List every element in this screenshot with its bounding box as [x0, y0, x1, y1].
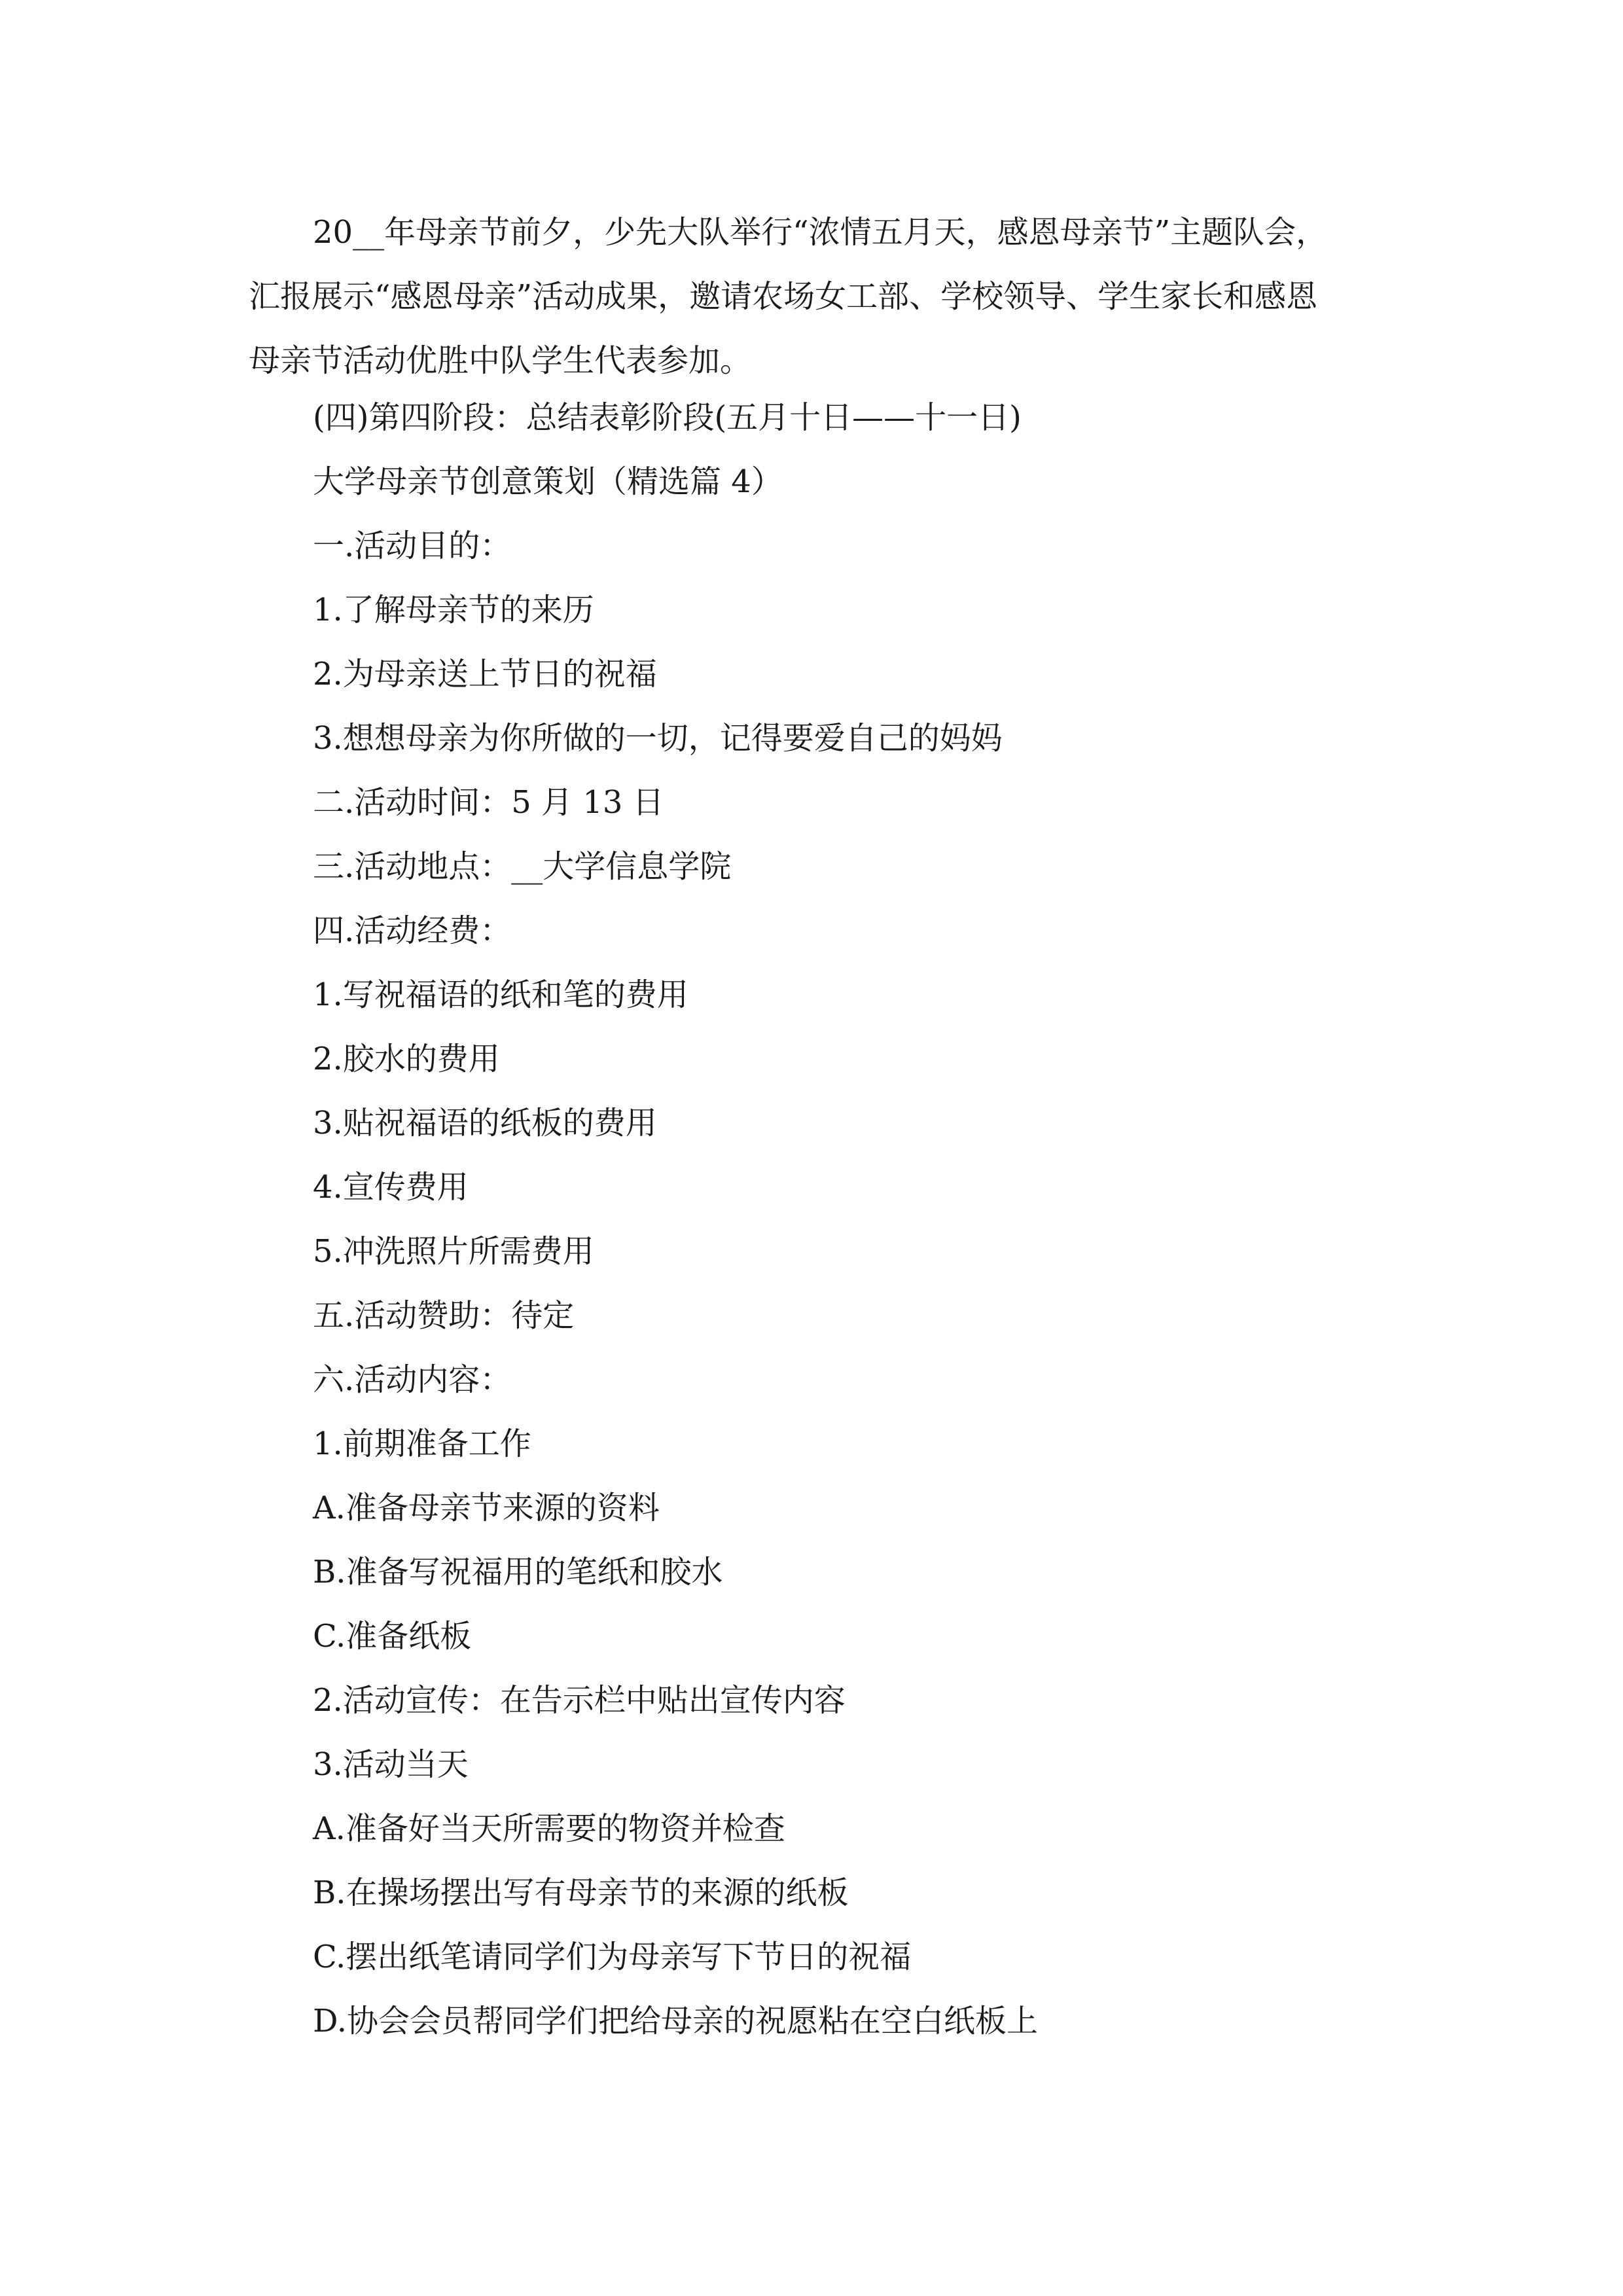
list-item: 2.为母亲送上节日的祝福 [313, 656, 657, 692]
heading-time: 二.活动时间：5 月 13 日 [313, 784, 664, 821]
list-item: 3.贴祝福语的纸板的费用 [313, 1105, 657, 1141]
heading-funding: 四.活动经费： [313, 912, 512, 949]
intro-paragraph-line: 母亲节活动优胜中队学生代表参加。 [249, 342, 752, 379]
heading-sponsorship: 五.活动赞助：待定 [313, 1297, 575, 1334]
list-item: 4.宣传费用 [313, 1169, 469, 1206]
list-item: 5.冲洗照片所需费用 [313, 1233, 594, 1270]
heading-location: 三.活动地点：__大学信息学院 [313, 848, 732, 885]
sub-list-item: B.在操场摆出写有母亲节的来源的纸板 [313, 1874, 849, 1911]
section-title: 大学母亲节创意策划（精选篇 4） [313, 463, 783, 500]
list-item: 2.胶水的费用 [313, 1041, 500, 1077]
sub-list-item: A.准备母亲节来源的资料 [313, 1490, 660, 1526]
heading-purpose: 一.活动目的： [313, 528, 512, 564]
heading-content: 六.活动内容： [313, 1361, 512, 1398]
intro-paragraph-line: 20__年母亲节前夕，少先大队举行“浓情五月天，感恩母亲节”主题队会， [313, 214, 1328, 251]
sub-list-item: C.准备纸板 [313, 1618, 472, 1655]
sub-list-item: C.摆出纸笔请同学们为母亲写下节日的祝福 [313, 1939, 912, 1975]
intro-paragraph [249, 200, 1400, 393]
list-item: 3.活动当天 [313, 1746, 469, 1783]
sub-list-item: B.准备写祝福用的笔纸和胶水 [313, 1554, 723, 1590]
list-item: 1.写祝福语的纸和笔的费用 [313, 977, 688, 1013]
sub-list-item: D.协会会员帮同学们把给母亲的祝愿粘在空白纸板上 [313, 2003, 1039, 2039]
list-item: 1.前期准备工作 [313, 1426, 531, 1462]
sub-list-item: A.准备好当天所需要的物资并检查 [313, 1810, 785, 1847]
list-item: 1.了解母亲节的来历 [313, 592, 594, 628]
list-item: 2.活动宣传：在告示栏中贴出宣传内容 [313, 1682, 846, 1719]
stage-four-heading: (四)第四阶段：总结表彰阶段(五月十日——十一日) [313, 399, 1022, 436]
intro-paragraph-line: 汇报展示“感恩母亲”活动成果，邀请农场女工部、学校领导、学生家长和感恩 [249, 278, 1318, 315]
list-item: 3.想想母亲为你所做的一切，记得要爱自己的妈妈 [313, 720, 1003, 757]
